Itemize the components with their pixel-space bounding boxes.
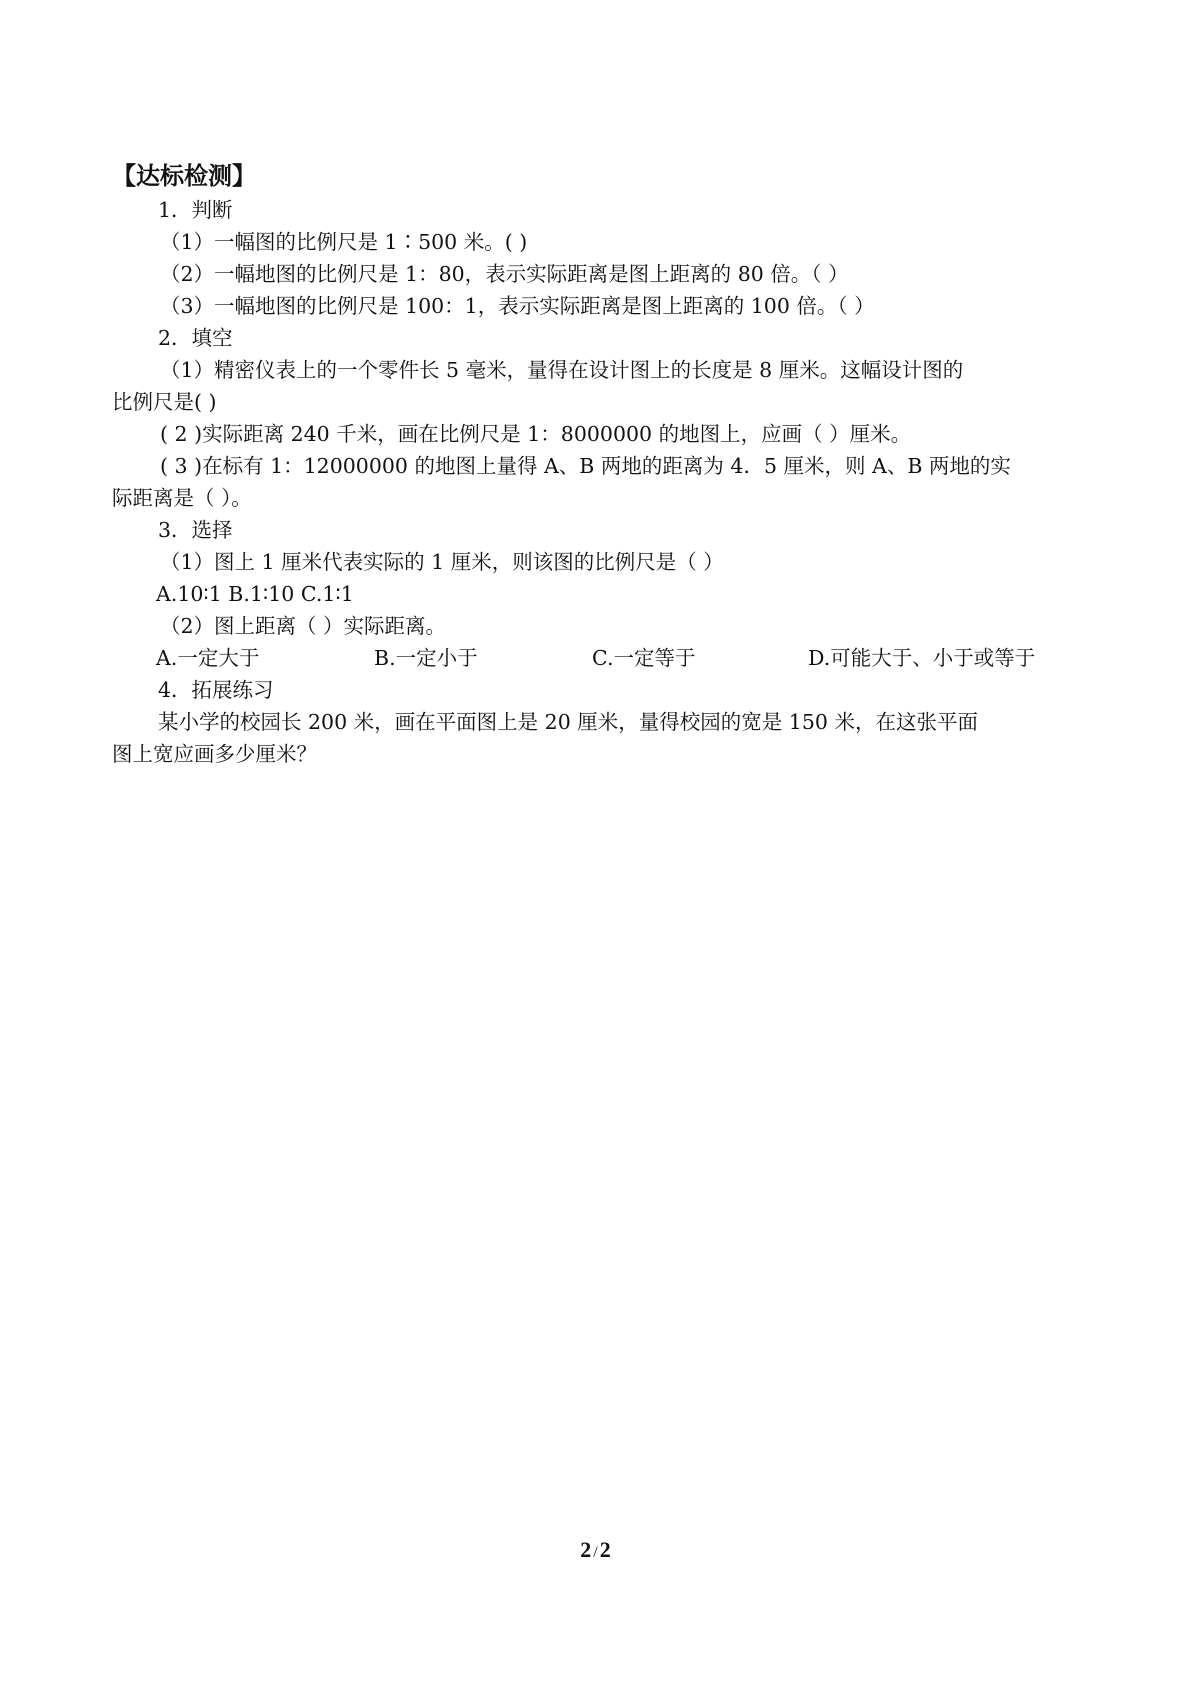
q1-item-3: （3）一幅地图的比例尺是 100：1，表示实际距离是图上距离的 100 倍。（ ） [160,294,875,318]
q4-text-line-1: 某小学的校园长 200 米，画在平面图上是 20 厘米，量得校园的宽是 150 米，在这张平面 [158,710,978,734]
q3-item-2: （2）图上距离（ ）实际距离。 [160,614,447,638]
q2-item-3-line-1: ( 3 )在标有 1：12000000 的地图上量得 A、B 两地的距离为 4．5 厘米，则 A、B 两地的实 [160,454,1011,478]
page-separator: / [593,1544,598,1561]
option-a: A.一定大于 [156,646,260,670]
q3-item-1-options: A.10∶1 B.1∶10 C.1∶1 [156,582,354,606]
option-c: C.一定等于 [592,646,696,670]
page-current: 2 [580,1537,592,1562]
page-number [0,1536,1191,1567]
q2-heading: 2．填空 [158,326,233,350]
q2-item-1-line-1: （1）精密仪表上的一个零件长 5 毫米，量得在设计图上的长度是 8 厘米。这幅设计图的 [160,358,964,382]
q2-item-3-line-2: 际距离是（ ）。 [112,486,252,510]
worksheet-content [112,158,1082,770]
page-total: 2 [599,1537,611,1562]
q1-item-2: （2）一幅地图的比例尺是 1：80，表示实际距离是图上距离的 80 倍。（ ） [160,262,849,286]
q1-heading: 1．判断 [158,198,233,222]
q1-item-1: （1）一幅图的比例尺是 1∶500 米。( ) [160,230,528,254]
section-title: 【达标检测】 [112,162,256,190]
q3-heading: 3．选择 [158,518,233,542]
q2-item-1-line-2: 比例尺是( ) [112,390,217,414]
q4-heading: 4．拓展练习 [158,678,274,702]
q3-item-2-options [112,642,1082,674]
option-b: B.一定小于 [374,646,478,670]
q4-text-line-2: 图上宽应画多少厘米？ [112,742,317,766]
q2-item-2: ( 2 )实际距离 240 千米，画在比例尺是 1：8000000 的地图上，应画（ ）厘米。 [160,422,912,446]
option-d: D.可能大于、小于或等于 [808,646,1036,670]
q3-item-1: （1）图上 1 厘米代表实际的 1 厘米，则该图的比例尺是（ ） [160,550,724,574]
